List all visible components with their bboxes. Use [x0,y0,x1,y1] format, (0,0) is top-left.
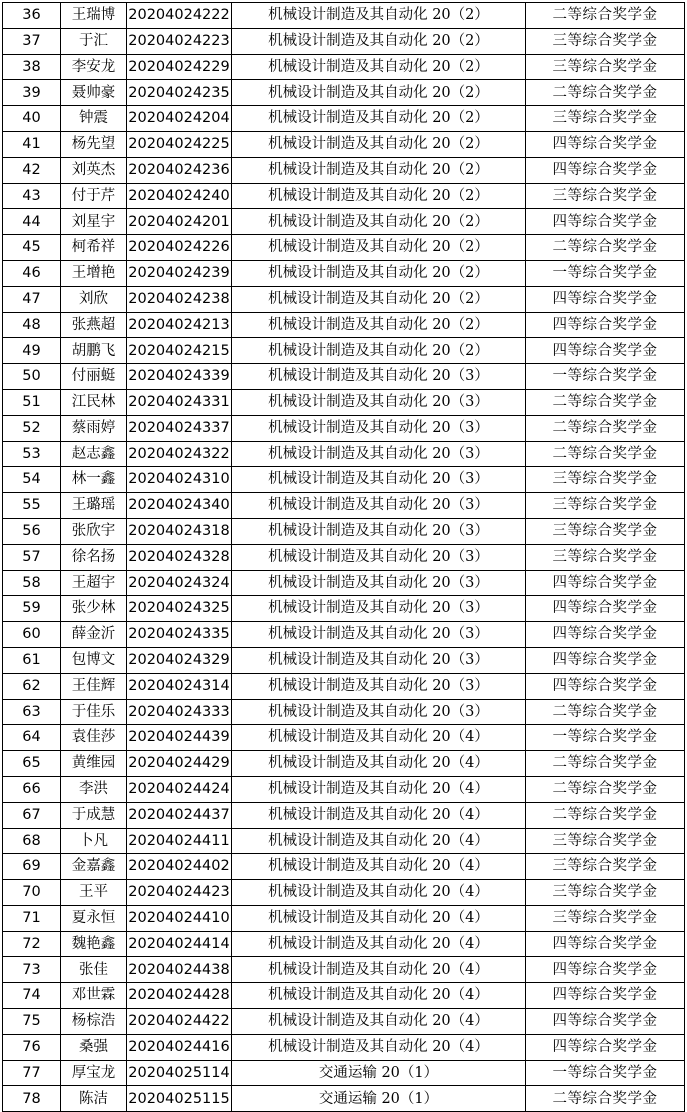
student-id-cell: 20204024322 [127,441,232,467]
student-id-cell: 20204024340 [127,493,232,519]
row-number-cell: 63 [3,699,61,725]
class-name-cell: 机械设计制造及其自动化 20（3） [232,544,526,570]
row-number-cell: 77 [3,1060,61,1086]
award-level-cell: 二等综合奖学金 [526,235,685,261]
row-number-cell: 45 [3,235,61,261]
table-row [3,699,685,725]
award-level-cell: 二等综合奖学金 [526,415,685,441]
table-row [3,80,685,106]
table-row [3,157,685,183]
student-name-cell: 杨棕浩 [61,1009,127,1035]
student-id-cell: 20204024337 [127,415,232,441]
class-name-cell: 机械设计制造及其自动化 20（4） [232,802,526,828]
row-number-cell: 65 [3,751,61,777]
student-id-cell: 20204024238 [127,286,232,312]
row-number-cell: 64 [3,725,61,751]
student-name-cell: 夏永恒 [61,905,127,931]
scholarship-roster-table [2,2,685,1112]
student-id-cell: 20204024414 [127,931,232,957]
student-name-cell: 刘英杰 [61,157,127,183]
award-level-cell: 四等综合奖学金 [526,673,685,699]
class-name-cell: 机械设计制造及其自动化 20（2） [232,312,526,338]
table-row [3,776,685,802]
student-name-cell: 王增艳 [61,260,127,286]
table-row [3,260,685,286]
class-name-cell: 机械设计制造及其自动化 20（4） [232,776,526,802]
class-name-cell: 机械设计制造及其自动化 20（2） [232,235,526,261]
class-name-cell: 机械设计制造及其自动化 20（2） [232,80,526,106]
student-name-cell: 包博文 [61,647,127,673]
student-id-cell: 20204024222 [127,3,232,29]
row-number-cell: 72 [3,931,61,957]
award-level-cell: 四等综合奖学金 [526,647,685,673]
student-id-cell: 20204024428 [127,983,232,1009]
class-name-cell: 机械设计制造及其自动化 20（3） [232,647,526,673]
student-id-cell: 20204024204 [127,106,232,132]
row-number-cell: 36 [3,3,61,29]
award-level-cell: 二等综合奖学金 [526,441,685,467]
row-number-cell: 61 [3,647,61,673]
row-number-cell: 60 [3,622,61,648]
student-name-cell: 柯希祥 [61,235,127,261]
award-level-cell: 四等综合奖学金 [526,338,685,364]
award-level-cell: 四等综合奖学金 [526,983,685,1009]
award-level-cell: 二等综合奖学金 [526,80,685,106]
student-id-cell: 20204024437 [127,802,232,828]
award-level-cell: 四等综合奖学金 [526,286,685,312]
student-id-cell: 20204024239 [127,260,232,286]
award-level-cell: 三等综合奖学金 [526,905,685,931]
class-name-cell: 机械设计制造及其自动化 20（2） [232,106,526,132]
class-name-cell: 机械设计制造及其自动化 20（4） [232,957,526,983]
row-number-cell: 73 [3,957,61,983]
class-name-cell: 机械设计制造及其自动化 20（2） [232,28,526,54]
student-id-cell: 20204024335 [127,622,232,648]
row-number-cell: 68 [3,828,61,854]
class-name-cell: 机械设计制造及其自动化 20（4） [232,983,526,1009]
row-number-cell: 47 [3,286,61,312]
class-name-cell: 机械设计制造及其自动化 20（4） [232,931,526,957]
student-name-cell: 于佳乐 [61,699,127,725]
row-number-cell: 54 [3,467,61,493]
student-id-cell: 20204024324 [127,570,232,596]
row-number-cell: 48 [3,312,61,338]
student-id-cell: 20204024236 [127,157,232,183]
student-id-cell: 20204024424 [127,776,232,802]
table-row [3,570,685,596]
class-name-cell: 机械设计制造及其自动化 20（2） [232,54,526,80]
student-id-cell: 20204024423 [127,880,232,906]
student-name-cell: 李安龙 [61,54,127,80]
table-row [3,364,685,390]
student-name-cell: 于成慧 [61,802,127,828]
class-name-cell: 机械设计制造及其自动化 20（3） [232,415,526,441]
student-id-cell: 20204024235 [127,80,232,106]
roster-body [3,3,685,1112]
row-number-cell: 37 [3,28,61,54]
award-level-cell: 二等综合奖学金 [526,776,685,802]
table-row [3,622,685,648]
table-row [3,467,685,493]
class-name-cell: 机械设计制造及其自动化 20（2） [232,338,526,364]
class-name-cell: 机械设计制造及其自动化 20（2） [232,183,526,209]
table-row [3,544,685,570]
table-row [3,751,685,777]
table-row [3,854,685,880]
award-level-cell: 四等综合奖学金 [526,131,685,157]
student-name-cell: 刘星宇 [61,209,127,235]
table-row [3,828,685,854]
award-level-cell: 三等综合奖学金 [526,493,685,519]
award-level-cell: 一等综合奖学金 [526,260,685,286]
row-number-cell: 56 [3,518,61,544]
row-number-cell: 76 [3,1034,61,1060]
student-name-cell: 聂帅豪 [61,80,127,106]
row-number-cell: 74 [3,983,61,1009]
row-number-cell: 67 [3,802,61,828]
student-id-cell: 20204025114 [127,1060,232,1086]
student-name-cell: 袁佳莎 [61,725,127,751]
student-id-cell: 20204024402 [127,854,232,880]
student-name-cell: 陈洁 [61,1086,127,1112]
class-name-cell: 机械设计制造及其自动化 20（3） [232,389,526,415]
row-number-cell: 52 [3,415,61,441]
table-row [3,1060,685,1086]
table-row [3,106,685,132]
row-number-cell: 41 [3,131,61,157]
table-row [3,183,685,209]
row-number-cell: 51 [3,389,61,415]
student-name-cell: 金嘉鑫 [61,854,127,880]
award-level-cell: 三等综合奖学金 [526,518,685,544]
row-number-cell: 66 [3,776,61,802]
student-name-cell: 王瑞博 [61,3,127,29]
award-level-cell: 四等综合奖学金 [526,931,685,957]
student-name-cell: 魏艳鑫 [61,931,127,957]
award-level-cell: 四等综合奖学金 [526,570,685,596]
row-number-cell: 39 [3,80,61,106]
class-name-cell: 机械设计制造及其自动化 20（3） [232,622,526,648]
class-name-cell: 机械设计制造及其自动化 20（4） [232,905,526,931]
table-row [3,673,685,699]
award-level-cell: 一等综合奖学金 [526,1060,685,1086]
class-name-cell: 交通运输 20（1） [232,1060,526,1086]
award-level-cell: 二等综合奖学金 [526,751,685,777]
table-row [3,931,685,957]
table-row [3,725,685,751]
award-level-cell: 四等综合奖学金 [526,209,685,235]
award-level-cell: 四等综合奖学金 [526,1009,685,1035]
award-level-cell: 二等综合奖学金 [526,802,685,828]
student-name-cell: 杨先望 [61,131,127,157]
student-name-cell: 江民林 [61,389,127,415]
row-number-cell: 57 [3,544,61,570]
student-name-cell: 黄维园 [61,751,127,777]
class-name-cell: 机械设计制造及其自动化 20（4） [232,854,526,880]
student-id-cell: 20204024410 [127,905,232,931]
class-name-cell: 机械设计制造及其自动化 20（3） [232,518,526,544]
class-name-cell: 机械设计制造及其自动化 20（3） [232,467,526,493]
award-level-cell: 三等综合奖学金 [526,880,685,906]
award-level-cell: 二等综合奖学金 [526,699,685,725]
table-row [3,983,685,1009]
class-name-cell: 机械设计制造及其自动化 20（2） [232,157,526,183]
table-row [3,596,685,622]
table-row [3,312,685,338]
class-name-cell: 机械设计制造及其自动化 20（3） [232,673,526,699]
table-row [3,3,685,29]
award-level-cell: 四等综合奖学金 [526,1034,685,1060]
class-name-cell: 机械设计制造及其自动化 20（2） [232,260,526,286]
class-name-cell: 机械设计制造及其自动化 20（3） [232,441,526,467]
class-name-cell: 机械设计制造及其自动化 20（4） [232,1009,526,1035]
class-name-cell: 机械设计制造及其自动化 20（4） [232,880,526,906]
award-level-cell: 三等综合奖学金 [526,54,685,80]
student-name-cell: 刘欣 [61,286,127,312]
award-level-cell: 一等综合奖学金 [526,364,685,390]
student-name-cell: 胡鹏飞 [61,338,127,364]
student-id-cell: 20204024429 [127,751,232,777]
table-row [3,1034,685,1060]
row-number-cell: 44 [3,209,61,235]
class-name-cell: 机械设计制造及其自动化 20（3） [232,596,526,622]
student-id-cell: 20204024223 [127,28,232,54]
student-id-cell: 20204024422 [127,1009,232,1035]
award-level-cell: 四等综合奖学金 [526,622,685,648]
row-number-cell: 46 [3,260,61,286]
table-row [3,1009,685,1035]
student-name-cell: 张燕超 [61,312,127,338]
award-level-cell: 一等综合奖学金 [526,725,685,751]
award-level-cell: 三等综合奖学金 [526,854,685,880]
student-id-cell: 20204024325 [127,596,232,622]
class-name-cell: 交通运输 20（1） [232,1086,526,1112]
row-number-cell: 62 [3,673,61,699]
award-level-cell: 三等综合奖学金 [526,828,685,854]
student-name-cell: 付于芹 [61,183,127,209]
student-id-cell: 20204025115 [127,1086,232,1112]
class-name-cell: 机械设计制造及其自动化 20（4） [232,828,526,854]
award-level-cell: 三等综合奖学金 [526,183,685,209]
table-row [3,415,685,441]
student-id-cell: 20204024411 [127,828,232,854]
student-id-cell: 20204024215 [127,338,232,364]
student-id-cell: 20204024333 [127,699,232,725]
award-level-cell: 三等综合奖学金 [526,106,685,132]
award-level-cell: 四等综合奖学金 [526,157,685,183]
student-id-cell: 20204024225 [127,131,232,157]
row-number-cell: 78 [3,1086,61,1112]
row-number-cell: 69 [3,854,61,880]
student-name-cell: 桑强 [61,1034,127,1060]
row-number-cell: 71 [3,905,61,931]
student-name-cell: 徐名扬 [61,544,127,570]
table-row [3,957,685,983]
table-row [3,518,685,544]
class-name-cell: 机械设计制造及其自动化 20（2） [232,286,526,312]
student-id-cell: 20204024213 [127,312,232,338]
student-id-cell: 20204024229 [127,54,232,80]
student-id-cell: 20204024329 [127,647,232,673]
award-level-cell: 二等综合奖学金 [526,1086,685,1112]
student-name-cell: 邓世霖 [61,983,127,1009]
table-row [3,441,685,467]
student-name-cell: 薛金沂 [61,622,127,648]
award-level-cell: 二等综合奖学金 [526,3,685,29]
row-number-cell: 70 [3,880,61,906]
student-id-cell: 20204024439 [127,725,232,751]
row-number-cell: 59 [3,596,61,622]
student-id-cell: 20204024310 [127,467,232,493]
table-row [3,54,685,80]
row-number-cell: 40 [3,106,61,132]
table-row [3,209,685,235]
award-level-cell: 四等综合奖学金 [526,957,685,983]
table-row [3,1086,685,1112]
class-name-cell: 机械设计制造及其自动化 20（3） [232,493,526,519]
student-id-cell: 20204024328 [127,544,232,570]
student-name-cell: 王超宇 [61,570,127,596]
student-id-cell: 20204024438 [127,957,232,983]
class-name-cell: 机械设计制造及其自动化 20（4） [232,725,526,751]
class-name-cell: 机械设计制造及其自动化 20（4） [232,751,526,777]
table-row [3,493,685,519]
class-name-cell: 机械设计制造及其自动化 20（2） [232,3,526,29]
student-name-cell: 王璐瑶 [61,493,127,519]
student-id-cell: 20204024314 [127,673,232,699]
student-id-cell: 20204024331 [127,389,232,415]
class-name-cell: 机械设计制造及其自动化 20（3） [232,570,526,596]
class-name-cell: 机械设计制造及其自动化 20（3） [232,699,526,725]
award-level-cell: 三等综合奖学金 [526,28,685,54]
student-name-cell: 王平 [61,880,127,906]
student-name-cell: 卜凡 [61,828,127,854]
class-name-cell: 机械设计制造及其自动化 20（4） [232,1034,526,1060]
class-name-cell: 机械设计制造及其自动化 20（2） [232,209,526,235]
row-number-cell: 50 [3,364,61,390]
row-number-cell: 75 [3,1009,61,1035]
student-name-cell: 于汇 [61,28,127,54]
student-id-cell: 20204024201 [127,209,232,235]
row-number-cell: 49 [3,338,61,364]
row-number-cell: 43 [3,183,61,209]
student-name-cell: 张欣宇 [61,518,127,544]
table-row [3,802,685,828]
student-name-cell: 蔡雨婷 [61,415,127,441]
student-name-cell: 王佳辉 [61,673,127,699]
award-level-cell: 四等综合奖学金 [526,596,685,622]
student-id-cell: 20204024240 [127,183,232,209]
student-id-cell: 20204024416 [127,1034,232,1060]
student-id-cell: 20204024339 [127,364,232,390]
table-row [3,905,685,931]
table-row [3,880,685,906]
row-number-cell: 58 [3,570,61,596]
student-name-cell: 赵志鑫 [61,441,127,467]
student-name-cell: 张佳 [61,957,127,983]
row-number-cell: 38 [3,54,61,80]
table-row [3,389,685,415]
table-row [3,235,685,261]
award-level-cell: 三等综合奖学金 [526,544,685,570]
student-name-cell: 厚宝龙 [61,1060,127,1086]
student-name-cell: 钟震 [61,106,127,132]
student-name-cell: 张少林 [61,596,127,622]
class-name-cell: 机械设计制造及其自动化 20（3） [232,364,526,390]
award-level-cell: 四等综合奖学金 [526,312,685,338]
row-number-cell: 55 [3,493,61,519]
student-name-cell: 林一鑫 [61,467,127,493]
class-name-cell: 机械设计制造及其自动化 20（2） [232,131,526,157]
student-name-cell: 付丽蜓 [61,364,127,390]
table-row [3,286,685,312]
table-row [3,338,685,364]
student-id-cell: 20204024226 [127,235,232,261]
award-level-cell: 二等综合奖学金 [526,389,685,415]
student-name-cell: 李洪 [61,776,127,802]
table-row [3,28,685,54]
table-row [3,647,685,673]
row-number-cell: 53 [3,441,61,467]
table-row [3,131,685,157]
award-level-cell: 三等综合奖学金 [526,467,685,493]
row-number-cell: 42 [3,157,61,183]
student-id-cell: 20204024318 [127,518,232,544]
